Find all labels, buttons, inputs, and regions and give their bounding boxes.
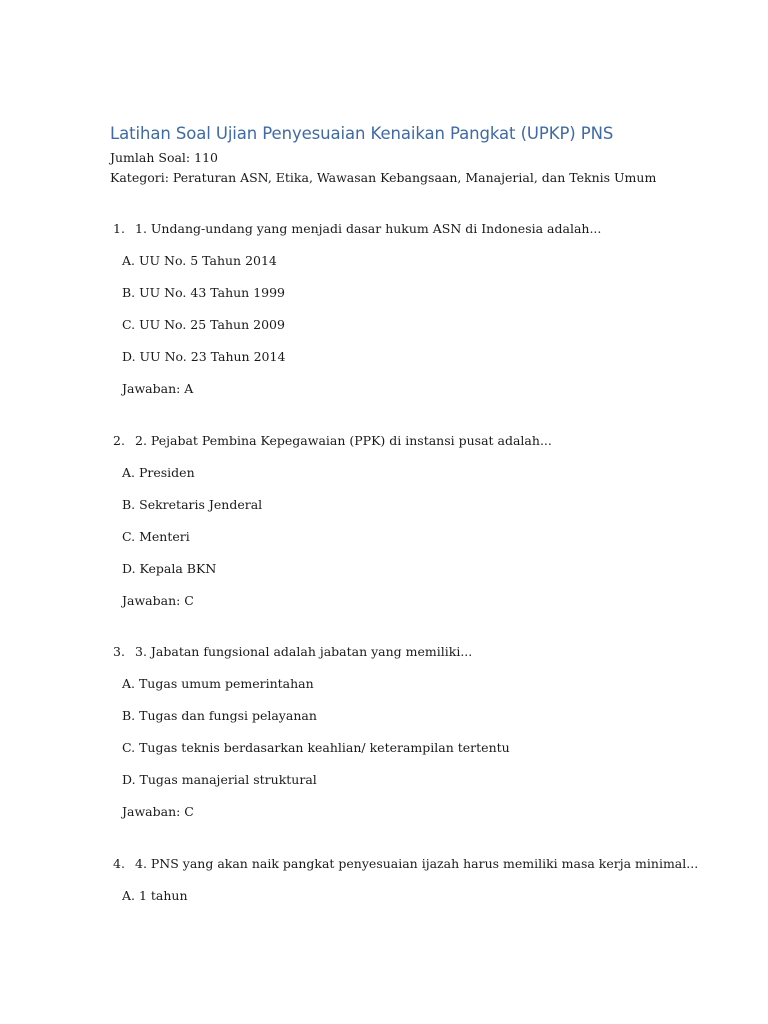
option-a: A. Tugas umum pemerintahan <box>122 676 314 691</box>
question-text <box>113 221 601 236</box>
option-b: B. UU No. 43 Tahun 1999 <box>122 285 286 300</box>
option-a: A. UU No. 5 Tahun 2014 <box>122 253 277 268</box>
answer-line: Jawaban: C <box>122 593 194 608</box>
answer-line: Jawaban: C <box>122 804 194 819</box>
list-number: 1. <box>113 221 125 236</box>
answer-line: Jawaban: A <box>122 381 194 396</box>
question-label: 4. PNS yang akan naik pangkat penyesuaian ijazah harus memiliki masa kerja minimal... <box>135 856 699 871</box>
category-line: Kategori: Peraturan ASN, Etika, Wawasan Kebangsaan, Manajerial, dan Teknis Umum <box>110 170 657 185</box>
option-c: C. UU No. 25 Tahun 2009 <box>122 317 285 332</box>
option-d: D. Kepala BKN <box>122 561 217 576</box>
option-d: D. UU No. 23 Tahun 2014 <box>122 349 286 364</box>
question-label: 1. Undang-undang yang menjadi dasar hukum ASN di Indonesia adalah... <box>135 221 602 236</box>
question-text <box>113 433 552 448</box>
option-c: C. Menteri <box>122 529 190 544</box>
question-text <box>113 856 698 871</box>
question-count: Jumlah Soal: 110 <box>110 150 218 165</box>
list-number: 4. <box>113 856 125 871</box>
option-b: B. Tugas dan fungsi pelayanan <box>122 708 317 723</box>
option-a: A. 1 tahun <box>122 888 188 903</box>
list-number: 2. <box>113 433 125 448</box>
option-d: D. Tugas manajerial struktural <box>122 772 317 787</box>
option-c: C. Tugas teknis berdasarkan keahlian/ keterampilan tertentu <box>122 740 510 755</box>
option-a: A. Presiden <box>122 465 195 480</box>
question-text <box>113 644 472 659</box>
document-title: Latihan Soal Ujian Penyesuaian Kenaikan Pangkat (UPKP) PNS <box>110 124 614 143</box>
list-number: 3. <box>113 644 125 659</box>
option-b: B. Sekretaris Jenderal <box>122 497 263 512</box>
question-label: 2. Pejabat Pembina Kepegawaian (PPK) di instansi pusat adalah... <box>135 433 552 448</box>
question-label: 3. Jabatan fungsional adalah jabatan yang memiliki... <box>135 644 473 659</box>
